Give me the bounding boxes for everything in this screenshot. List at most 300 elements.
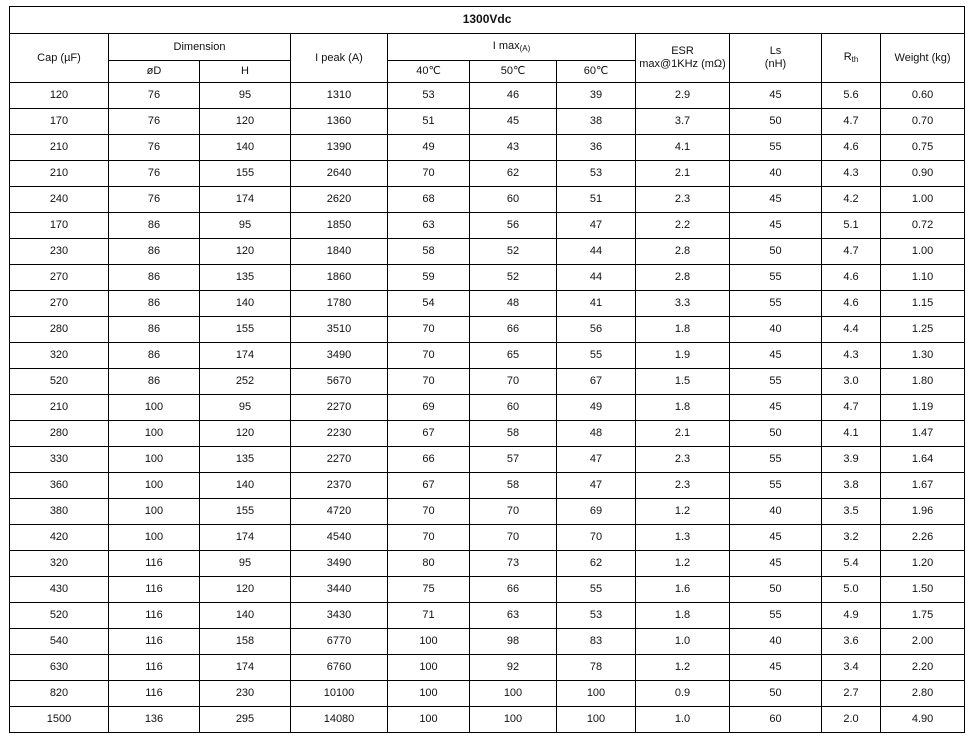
table-row (10, 629, 965, 655)
cell-imax-50c: 43 (470, 135, 557, 161)
table-body (10, 83, 965, 733)
cell-imax-50c: 70 (470, 525, 557, 551)
cell-imax-60c: 78 (557, 655, 636, 681)
table-row (10, 499, 965, 525)
cell-weight: 0.72 (881, 213, 965, 239)
table-row (10, 135, 965, 161)
table-row (10, 421, 965, 447)
cell-imax-60c: 55 (557, 343, 636, 369)
cell-esr: 4.1 (636, 135, 730, 161)
cell-weight: 0.60 (881, 83, 965, 109)
cell-h: 174 (200, 343, 291, 369)
header-cap: Cap (µF) (10, 34, 109, 83)
cell-cap: 210 (10, 135, 109, 161)
cell-imax-60c: 53 (557, 161, 636, 187)
cell-ipeak: 1850 (291, 213, 388, 239)
cell-rth: 2.0 (822, 707, 881, 733)
cell-h: 174 (200, 525, 291, 551)
cell-imax-60c: 47 (557, 447, 636, 473)
table-row (10, 109, 965, 135)
cell-ipeak: 3490 (291, 343, 388, 369)
cap-unit: µF (64, 51, 78, 64)
cell-ls: 45 (730, 655, 822, 681)
cell-imax-50c: 73 (470, 551, 557, 577)
cell-h: 135 (200, 265, 291, 291)
cell-od: 116 (109, 629, 200, 655)
cell-od: 86 (109, 291, 200, 317)
cell-rth: 3.8 (822, 473, 881, 499)
cell-weight: 1.19 (881, 395, 965, 421)
cell-imax-40c: 71 (388, 603, 470, 629)
table-row (10, 317, 965, 343)
cell-imax-40c: 70 (388, 161, 470, 187)
cell-rth: 4.3 (822, 343, 881, 369)
cell-rth: 3.4 (822, 655, 881, 681)
capacitor-spec-table (9, 6, 965, 733)
cell-weight: 0.90 (881, 161, 965, 187)
cell-cap: 270 (10, 265, 109, 291)
cell-ipeak: 3510 (291, 317, 388, 343)
cell-h: 140 (200, 603, 291, 629)
cell-cap: 270 (10, 291, 109, 317)
cell-cap: 630 (10, 655, 109, 681)
cell-rth: 4.6 (822, 135, 881, 161)
cell-rth: 4.9 (822, 603, 881, 629)
cell-od: 100 (109, 395, 200, 421)
cell-ipeak: 1840 (291, 239, 388, 265)
cell-cap: 820 (10, 681, 109, 707)
cell-od: 86 (109, 239, 200, 265)
table-row (10, 239, 965, 265)
cell-rth: 5.1 (822, 213, 881, 239)
cell-imax-50c: 57 (470, 447, 557, 473)
cell-esr: 1.3 (636, 525, 730, 551)
cell-esr: 2.3 (636, 187, 730, 213)
cell-cap: 330 (10, 447, 109, 473)
cell-imax-60c: 83 (557, 629, 636, 655)
cell-h: 174 (200, 187, 291, 213)
cell-ipeak: 1360 (291, 109, 388, 135)
cell-cap: 420 (10, 525, 109, 551)
cell-imax-40c: 68 (388, 187, 470, 213)
cell-od: 76 (109, 161, 200, 187)
cell-od: 86 (109, 317, 200, 343)
cell-imax-50c: 100 (470, 707, 557, 733)
cell-esr: 1.0 (636, 629, 730, 655)
cell-cap: 280 (10, 421, 109, 447)
cell-imax-60c: 53 (557, 603, 636, 629)
table-row (10, 395, 965, 421)
table-row (10, 343, 965, 369)
cell-ls: 50 (730, 421, 822, 447)
cell-imax-40c: 59 (388, 265, 470, 291)
cell-imax-60c: 39 (557, 83, 636, 109)
cell-h: 158 (200, 629, 291, 655)
table-row (10, 551, 965, 577)
cell-ipeak: 5670 (291, 369, 388, 395)
cell-ls: 55 (730, 291, 822, 317)
cell-imax-60c: 70 (557, 525, 636, 551)
cell-imax-40c: 70 (388, 343, 470, 369)
cell-rth: 5.6 (822, 83, 881, 109)
cell-od: 116 (109, 551, 200, 577)
rth-subscript: th (851, 55, 859, 65)
cell-imax-50c: 58 (470, 421, 557, 447)
cell-h: 140 (200, 291, 291, 317)
cell-imax-50c: 60 (470, 187, 557, 213)
cell-imax-40c: 70 (388, 369, 470, 395)
cell-ipeak: 2230 (291, 421, 388, 447)
cell-weight: 1.00 (881, 187, 965, 213)
cell-ls: 40 (730, 499, 822, 525)
cell-rth: 4.6 (822, 265, 881, 291)
cell-weight: 1.80 (881, 369, 965, 395)
cell-ls: 45 (730, 213, 822, 239)
cell-cap: 1500 (10, 707, 109, 733)
cell-imax-40c: 67 (388, 473, 470, 499)
cell-od: 76 (109, 83, 200, 109)
cell-imax-40c: 54 (388, 291, 470, 317)
cell-weight: 1.96 (881, 499, 965, 525)
cell-imax-50c: 66 (470, 577, 557, 603)
cell-od: 100 (109, 421, 200, 447)
cell-esr: 2.8 (636, 265, 730, 291)
cell-weight: 1.50 (881, 577, 965, 603)
table-row (10, 707, 965, 733)
cell-imax-60c: 47 (557, 213, 636, 239)
cell-imax-60c: 100 (557, 707, 636, 733)
cell-ls: 45 (730, 525, 822, 551)
cell-esr: 2.8 (636, 239, 730, 265)
cell-esr: 3.3 (636, 291, 730, 317)
cell-ls: 40 (730, 629, 822, 655)
header-ipeak: I peak (A) (291, 34, 388, 83)
cell-od: 100 (109, 473, 200, 499)
cell-cap: 520 (10, 369, 109, 395)
cell-h: 230 (200, 681, 291, 707)
cell-weight: 2.80 (881, 681, 965, 707)
cell-imax-50c: 98 (470, 629, 557, 655)
cell-ipeak: 14080 (291, 707, 388, 733)
cell-rth: 4.7 (822, 395, 881, 421)
cell-imax-40c: 100 (388, 629, 470, 655)
cell-ipeak: 2620 (291, 187, 388, 213)
cell-cap: 170 (10, 109, 109, 135)
cell-imax-60c: 44 (557, 265, 636, 291)
cell-ipeak: 10100 (291, 681, 388, 707)
cell-ls: 60 (730, 707, 822, 733)
cell-imax-40c: 100 (388, 681, 470, 707)
cell-ls: 55 (730, 447, 822, 473)
cell-h: 155 (200, 499, 291, 525)
cell-cap: 320 (10, 551, 109, 577)
cell-imax-40c: 69 (388, 395, 470, 421)
cell-cap: 120 (10, 83, 109, 109)
cell-imax-40c: 53 (388, 83, 470, 109)
cell-cap: 430 (10, 577, 109, 603)
cell-cap: 210 (10, 161, 109, 187)
cell-cap: 280 (10, 317, 109, 343)
cell-rth: 4.2 (822, 187, 881, 213)
table-row (10, 577, 965, 603)
cell-h: 295 (200, 707, 291, 733)
cell-weight: 1.67 (881, 473, 965, 499)
table-row (10, 447, 965, 473)
cell-ls: 40 (730, 317, 822, 343)
cell-rth: 3.2 (822, 525, 881, 551)
cell-cap: 540 (10, 629, 109, 655)
cell-imax-50c: 66 (470, 317, 557, 343)
cell-esr: 1.8 (636, 395, 730, 421)
cell-weight: 1.25 (881, 317, 965, 343)
cell-ipeak: 4720 (291, 499, 388, 525)
cell-h: 120 (200, 421, 291, 447)
cell-weight: 1.10 (881, 265, 965, 291)
cell-cap: 360 (10, 473, 109, 499)
cell-h: 120 (200, 109, 291, 135)
cell-h: 135 (200, 447, 291, 473)
cell-weight: 1.64 (881, 447, 965, 473)
header-rth: $R_{th}$ (822, 34, 881, 83)
cell-od: 76 (109, 187, 200, 213)
cell-imax-40c: 70 (388, 499, 470, 525)
cell-h: 95 (200, 83, 291, 109)
cell-imax-50c: 52 (470, 265, 557, 291)
cell-h: 174 (200, 655, 291, 681)
cell-imax-40c: 67 (388, 421, 470, 447)
table-row (10, 655, 965, 681)
cell-imax-40c: 70 (388, 525, 470, 551)
cell-ipeak: 1860 (291, 265, 388, 291)
cell-esr: 2.2 (636, 213, 730, 239)
cell-imax-40c: 49 (388, 135, 470, 161)
cell-weight: 1.75 (881, 603, 965, 629)
cell-cap: 320 (10, 343, 109, 369)
cell-imax-40c: 70 (388, 317, 470, 343)
cell-imax-60c: 62 (557, 551, 636, 577)
cell-rth: 2.7 (822, 681, 881, 707)
cell-od: 136 (109, 707, 200, 733)
cell-imax-50c: 100 (470, 681, 557, 707)
cell-imax-60c: 36 (557, 135, 636, 161)
table-row (10, 473, 965, 499)
cell-esr: 1.8 (636, 603, 730, 629)
cell-imax-50c: 65 (470, 343, 557, 369)
cell-weight: 0.70 (881, 109, 965, 135)
cell-rth: 3.9 (822, 447, 881, 473)
cell-h: 140 (200, 135, 291, 161)
cell-weight: 0.75 (881, 135, 965, 161)
cell-ipeak: 1310 (291, 83, 388, 109)
header-60c: 60℃ (557, 61, 636, 83)
cell-esr: 3.7 (636, 109, 730, 135)
cell-imax-40c: 100 (388, 655, 470, 681)
cell-h: 155 (200, 161, 291, 187)
cell-esr: 2.3 (636, 473, 730, 499)
cell-esr: 1.8 (636, 317, 730, 343)
cell-weight: 2.00 (881, 629, 965, 655)
cell-ipeak: 2370 (291, 473, 388, 499)
cell-esr: 1.6 (636, 577, 730, 603)
cell-weight: 1.00 (881, 239, 965, 265)
cell-h: 120 (200, 239, 291, 265)
cell-ipeak: 3430 (291, 603, 388, 629)
cell-imax-60c: 44 (557, 239, 636, 265)
cell-imax-40c: 51 (388, 109, 470, 135)
cell-imax-40c: 100 (388, 707, 470, 733)
header-esr: ESR max@1KHz (mΩ) (636, 34, 730, 83)
table-row (10, 187, 965, 213)
cell-imax-50c: 58 (470, 473, 557, 499)
cell-od: 116 (109, 603, 200, 629)
cell-imax-60c: 100 (557, 681, 636, 707)
cell-cap: 230 (10, 239, 109, 265)
cell-imax-50c: 63 (470, 603, 557, 629)
cell-imax-40c: 66 (388, 447, 470, 473)
cell-esr: 1.2 (636, 499, 730, 525)
cell-weight: 1.20 (881, 551, 965, 577)
cell-imax-50c: 56 (470, 213, 557, 239)
cell-ls: 45 (730, 187, 822, 213)
cell-esr: 0.9 (636, 681, 730, 707)
cell-ipeak: 6760 (291, 655, 388, 681)
cell-imax-40c: 75 (388, 577, 470, 603)
cell-od: 76 (109, 109, 200, 135)
cell-ls: 55 (730, 135, 822, 161)
table-row (10, 213, 965, 239)
cell-ipeak: 3490 (291, 551, 388, 577)
cell-imax-40c: 63 (388, 213, 470, 239)
cell-imax-50c: 62 (470, 161, 557, 187)
cell-imax-50c: 70 (470, 369, 557, 395)
cell-rth: 3.5 (822, 499, 881, 525)
cell-ls: 45 (730, 83, 822, 109)
cell-imax-60c: 56 (557, 317, 636, 343)
cell-esr: 1.9 (636, 343, 730, 369)
header-ls: Ls (nH) (730, 34, 822, 83)
cell-od: 116 (109, 655, 200, 681)
cell-esr: 1.0 (636, 707, 730, 733)
cell-weight: 1.30 (881, 343, 965, 369)
cell-od: 86 (109, 369, 200, 395)
cell-imax-60c: 69 (557, 499, 636, 525)
cell-esr: 2.1 (636, 161, 730, 187)
cell-esr: 1.5 (636, 369, 730, 395)
cell-weight: 4.90 (881, 707, 965, 733)
cell-imax-50c: 60 (470, 395, 557, 421)
cell-imax-50c: 52 (470, 239, 557, 265)
header-dimension: Dimension (109, 34, 291, 61)
cell-ipeak: 2270 (291, 447, 388, 473)
cell-od: 100 (109, 525, 200, 551)
cell-ls: 50 (730, 577, 822, 603)
cell-imax-60c: 49 (557, 395, 636, 421)
cell-od: 100 (109, 447, 200, 473)
cell-od: 116 (109, 681, 200, 707)
cell-esr: 2.1 (636, 421, 730, 447)
cell-rth: 4.4 (822, 317, 881, 343)
cell-rth: 4.7 (822, 239, 881, 265)
cell-ls: 55 (730, 265, 822, 291)
cell-h: 95 (200, 213, 291, 239)
cell-ipeak: 1780 (291, 291, 388, 317)
cell-imax-40c: 80 (388, 551, 470, 577)
cell-rth: 5.0 (822, 577, 881, 603)
cell-esr: 2.3 (636, 447, 730, 473)
table-title: 1300Vdc (10, 7, 965, 34)
cell-ls: 50 (730, 681, 822, 707)
cell-ipeak: 2270 (291, 395, 388, 421)
cell-ipeak: 6770 (291, 629, 388, 655)
cell-ls: 55 (730, 603, 822, 629)
cell-ipeak: 1390 (291, 135, 388, 161)
table-row (10, 265, 965, 291)
table-row (10, 525, 965, 551)
cell-esr: 1.2 (636, 655, 730, 681)
cell-od: 76 (109, 135, 200, 161)
cell-esr: 2.9 (636, 83, 730, 109)
cell-od: 116 (109, 577, 200, 603)
cell-od: 86 (109, 213, 200, 239)
cell-ipeak: 3440 (291, 577, 388, 603)
cell-cap: 520 (10, 603, 109, 629)
cell-od: 86 (109, 343, 200, 369)
cell-imax-60c: 41 (557, 291, 636, 317)
cell-h: 95 (200, 551, 291, 577)
cell-h: 95 (200, 395, 291, 421)
cell-imax-60c: 38 (557, 109, 636, 135)
table-row (10, 161, 965, 187)
cell-imax-50c: 70 (470, 499, 557, 525)
cell-ls: 50 (730, 239, 822, 265)
imax-unit: (A) (519, 44, 531, 54)
header-50c: 50℃ (470, 61, 557, 83)
cell-esr: 1.2 (636, 551, 730, 577)
cell-rth: 4.6 (822, 291, 881, 317)
cell-h: 252 (200, 369, 291, 395)
cell-imax-40c: 58 (388, 239, 470, 265)
cell-rth: 5.4 (822, 551, 881, 577)
cell-weight: 2.26 (881, 525, 965, 551)
cell-rth: 4.1 (822, 421, 881, 447)
cell-rth: 3.0 (822, 369, 881, 395)
cell-h: 120 (200, 577, 291, 603)
cell-weight: 1.47 (881, 421, 965, 447)
cell-imax-50c: 48 (470, 291, 557, 317)
cell-od: 86 (109, 265, 200, 291)
cell-weight: 1.15 (881, 291, 965, 317)
cell-ls: 55 (730, 473, 822, 499)
header-h: H (200, 61, 291, 83)
cell-ipeak: 2640 (291, 161, 388, 187)
cell-imax-60c: 47 (557, 473, 636, 499)
header-weight: Weight (kg) (881, 34, 965, 83)
cell-ls: 45 (730, 395, 822, 421)
cell-cap: 170 (10, 213, 109, 239)
cell-imax-60c: 67 (557, 369, 636, 395)
cell-ls: 55 (730, 369, 822, 395)
cell-ls: 50 (730, 109, 822, 135)
cell-imax-60c: 51 (557, 187, 636, 213)
header-40c: 40℃ (388, 61, 470, 83)
cell-rth: 4.3 (822, 161, 881, 187)
cell-cap: 380 (10, 499, 109, 525)
cell-imax-50c: 45 (470, 109, 557, 135)
cell-imax-50c: 92 (470, 655, 557, 681)
table-row (10, 83, 965, 109)
cell-rth: 4.7 (822, 109, 881, 135)
cell-imax-50c: 46 (470, 83, 557, 109)
